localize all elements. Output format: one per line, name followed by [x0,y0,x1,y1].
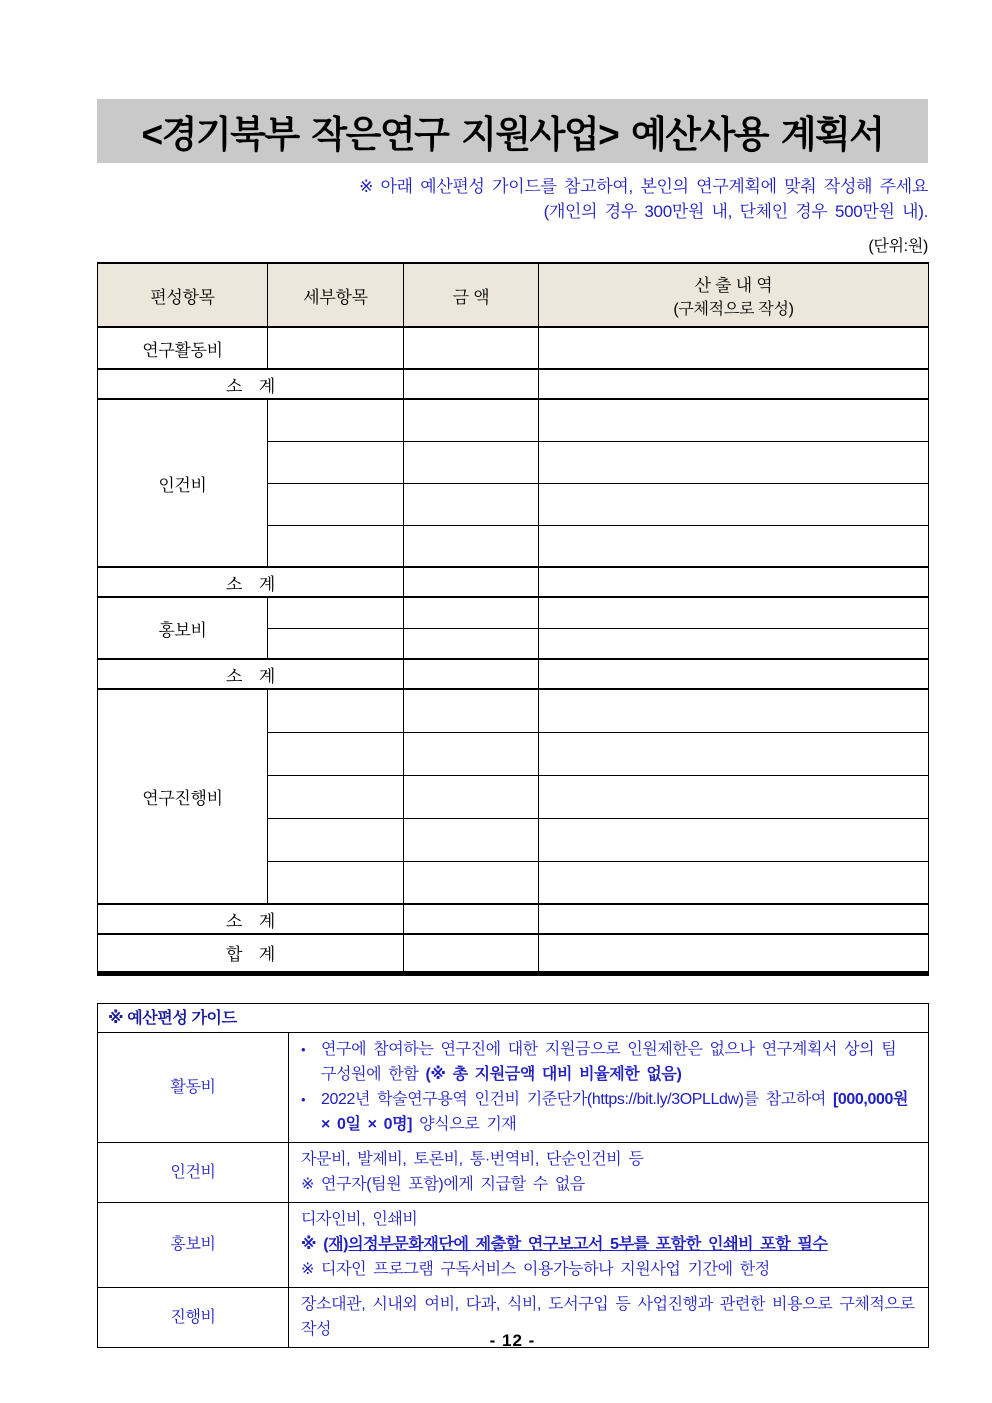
instruction-note-line2: (개인의 경우 300만원 내, 단체인 경우 500만원 내). [543,202,928,221]
input-cell [404,399,539,441]
guide-text: 연구에 참여하는 연구진에 대한 지원금으로 인원제한은 없으나 연구계획서 상의 팀 구성원에 한함 [321,1040,897,1083]
guide-text: 디자인비, 인쇄비 [301,1210,418,1228]
input-cell [539,441,929,483]
input-cell [539,659,929,689]
input-cell [268,327,404,369]
input-cell [539,567,929,597]
document-title: <경기북부 작은연구 지원사업> 예산사용 계획서 [97,99,928,163]
guide-header-row [98,1003,929,1032]
guide-table [97,1003,929,1348]
input-cell [268,818,404,861]
guide-table-title: ※ 예산편성 가이드 [98,1003,929,1032]
header-calculation-line1: 산 출 내 역 [694,276,773,295]
input-cell [404,525,539,567]
guide-text-bold: [000,000원 × 0일 × 0명] [321,1090,909,1133]
header-calculation [539,263,929,327]
guide-label-progress: 진행비 [98,1287,289,1347]
guide-label-promotion: 홍보비 [98,1202,289,1287]
input-cell [539,904,929,934]
page-number: - 12 - [489,1331,536,1350]
header-subitem: 세부항목 [268,263,404,327]
guide-text: ※ 디자인 프로그램 구독서비스 이용가능하나 지원사업 기간에 한정 [301,1260,770,1278]
subtotal-label: 소 계 [98,659,404,689]
input-cell [268,483,404,525]
section-label-promotion: 홍보비 [98,597,268,659]
input-cell [539,597,929,628]
guide-text: 자문비, 발제비, 토론비, 통·번역비, 단순인건비 등 [301,1150,644,1168]
input-cell [404,597,539,628]
guide-text: 장소대관, 시내외 여비, 다과, 식비, 도서구입 등 사업진행과 관련한 비용으로 구체적으로 작성 [301,1295,915,1338]
instruction-note [97,174,928,224]
guide-content-promotion [289,1202,929,1287]
guide-bullet-item [301,1037,918,1087]
bullet-icon: • [301,1041,306,1057]
input-cell [404,659,539,689]
input-cell [404,628,539,659]
input-cell [404,441,539,483]
guide-label-labor: 인건비 [98,1142,289,1202]
section-label-progress: 연구진행비 [98,689,268,904]
subtotal-label: 소 계 [98,904,404,934]
input-cell [404,732,539,775]
header-amount: 금 액 [404,263,539,327]
subtotal-label: 소 계 [98,567,404,597]
input-cell [539,732,929,775]
budget-row-progress [98,689,929,732]
guide-text-bold-underline: (재)의정부문화재단에 제출할 연구보고서 5부를 포함한 인쇄비 포함 필수 [323,1235,828,1253]
budget-table [97,262,929,976]
budget-row-activity [98,327,929,369]
subtotal-row-progress [98,904,929,934]
input-cell [404,369,539,399]
subtotal-row-activity [98,369,929,399]
input-cell [539,327,929,369]
input-cell [404,934,539,973]
guide-row-labor [98,1142,929,1202]
guide-text: 양식으로 기재 [412,1115,517,1133]
guide-label-activity: 활동비 [98,1032,289,1142]
input-cell [404,483,539,525]
budget-row-labor [98,399,929,441]
budget-row-promotion [98,597,929,628]
input-cell [539,934,929,973]
subtotal-row-labor [98,567,929,597]
bullet-icon: • [301,1091,306,1107]
input-cell [268,689,404,732]
input-cell [539,689,929,732]
input-cell [539,399,929,441]
section-label-activity: 연구활동비 [98,327,268,369]
input-cell [539,369,929,399]
header-category: 편성항목 [98,263,268,327]
guide-row-promotion [98,1202,929,1287]
header-calculation-line2: (구체적으로 작성) [673,301,794,318]
input-cell [539,525,929,567]
input-cell [539,818,929,861]
unit-label: (단위:원) [868,238,928,255]
guide-bullet-item [301,1087,918,1137]
total-label: 합 계 [98,934,404,973]
document-content [97,0,928,1348]
instruction-note-line1: ※ 아래 예산편성 가이드를 참고하여, 본인의 연구계획에 맞춰 작성해 주세요 [359,177,928,196]
input-cell [404,818,539,861]
budget-header-row [98,263,929,327]
input-cell [404,567,539,597]
guide-text-bold: ※ [301,1235,324,1253]
section-label-labor: 인건비 [98,399,268,567]
input-cell [268,861,404,904]
input-cell [268,525,404,567]
input-cell [268,628,404,659]
input-cell [404,861,539,904]
input-cell [539,775,929,818]
total-row [98,934,929,973]
input-cell [268,597,404,628]
input-cell [539,861,929,904]
input-cell [268,399,404,441]
guide-content-activity [289,1032,929,1142]
subtotal-row-promotion [98,659,929,689]
input-cell [268,732,404,775]
guide-text: 2022년 학술연구용역 인건비 기준단가(https://bit.ly/3OPLLdw)를 참고하여 [321,1090,833,1108]
input-cell [268,775,404,818]
input-cell [404,775,539,818]
subtotal-label: 소 계 [98,369,404,399]
guide-text-bold: (※ 총 지원금액 대비 비율제한 없음) [425,1065,682,1083]
input-cell [539,483,929,525]
input-cell [539,628,929,659]
input-cell [404,327,539,369]
input-cell [404,904,539,934]
guide-text: ※ 연구자(팀원 포함)에게 지급할 수 없음 [301,1175,585,1193]
guide-row-activity [98,1032,929,1142]
input-cell [268,441,404,483]
input-cell [404,689,539,732]
guide-content-labor [289,1142,929,1202]
